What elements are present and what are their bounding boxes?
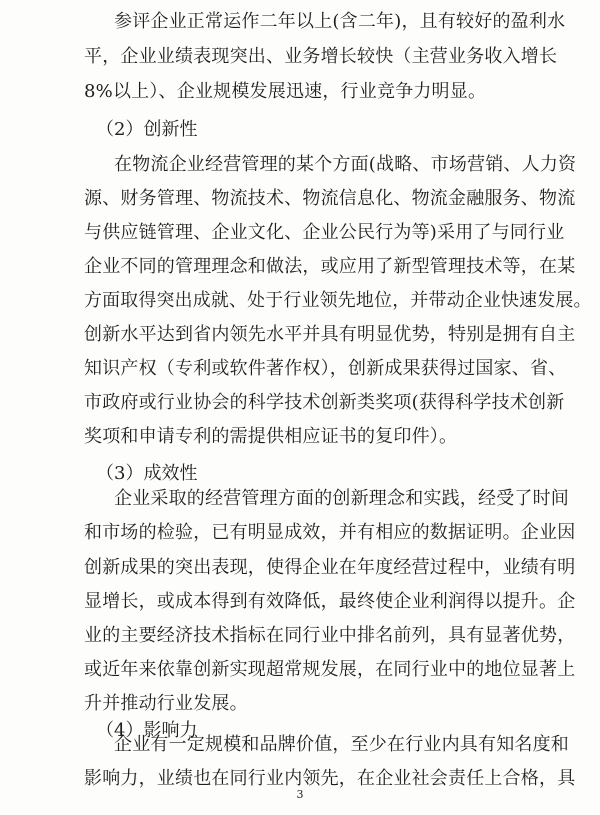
- paragraph-innovation-line: 企业不同的管理理念和做法，或应用了新型管理技术等，在某: [84, 256, 576, 277]
- paragraph-innovation-line: 奖项和申请专利的需提供相应证书的复印件）。: [84, 426, 458, 447]
- page-number: 3: [296, 788, 304, 801]
- paragraph-effectiveness-line: 和市场的检验，已有明显成效，并有相应的数据证明。企业因: [84, 522, 576, 543]
- paragraph-effectiveness-line: 创新成果的突出表现，使得企业在年度经营过程中，业绩有明: [84, 557, 576, 578]
- paragraph-innovation-line: 创新水平达到省内领先水平并具有明显优势，特别是拥有自主: [84, 324, 576, 345]
- paragraph-growth-line: 平，企业业绩表现突出、业务增长较快（主营业务收入增长: [84, 46, 558, 67]
- paragraph-innovation-line: 方面取得突出成就、处于行业领先地位，并带动企业快速发展。: [84, 290, 592, 311]
- paragraph-innovation-line: 市政府或行业协会的科学技术创新类奖项(获得科学技术创新: [84, 392, 565, 413]
- paragraph-growth-line: 8%以上）、企业规模发展迅速，行业竞争力明显。: [84, 81, 487, 102]
- paragraph-effectiveness-line: 业的主要经济技术指标在同行业中排名前列，具有显著优势，: [84, 625, 576, 646]
- paragraph-influence-line: 企业有一定规模和品牌价值，至少在行业内具有知名度和: [114, 734, 569, 755]
- paragraph-innovation-line: 与供应链管理、企业文化、企业公民行为等)采用了与同行业: [84, 222, 565, 243]
- section-heading-innovation: （2）创新性: [96, 119, 198, 140]
- paragraph-effectiveness-line: 或近年来依靠创新实现超常规发展，在同行业中的地位显著上: [84, 659, 576, 680]
- paragraph-innovation-line: 知识产权（专利或软件著作权），创新成果获得过国家、省、: [84, 358, 567, 379]
- paragraph-innovation-line: 源、财务管理、物流技术、物流信息化、物流金融服务、物流: [84, 188, 576, 209]
- paragraph-influence-line: 影响力，业绩也在同行业内领先，在企业社会责任上合格，具: [84, 768, 576, 789]
- paragraph-effectiveness-line: 企业采取的经营管理方面的创新理念和实践，经受了时间: [114, 488, 569, 509]
- section-heading-influence: （4）影响力: [96, 720, 198, 741]
- paragraph-growth-line: 参评企业正常运作二年以上(含二年)，且有较好的盈利水: [114, 11, 566, 32]
- paragraph-innovation-line: 在物流企业经营管理的某个方面(战略、市场营销、人力资: [114, 154, 577, 175]
- section-heading-effectiveness: （3）成效性: [96, 463, 198, 484]
- paragraph-effectiveness-line: 升并推动行业发展。: [84, 693, 248, 714]
- paragraph-effectiveness-line: 显增长，或成本得到有效降低，最终使企业利润得以提升。企: [84, 591, 576, 612]
